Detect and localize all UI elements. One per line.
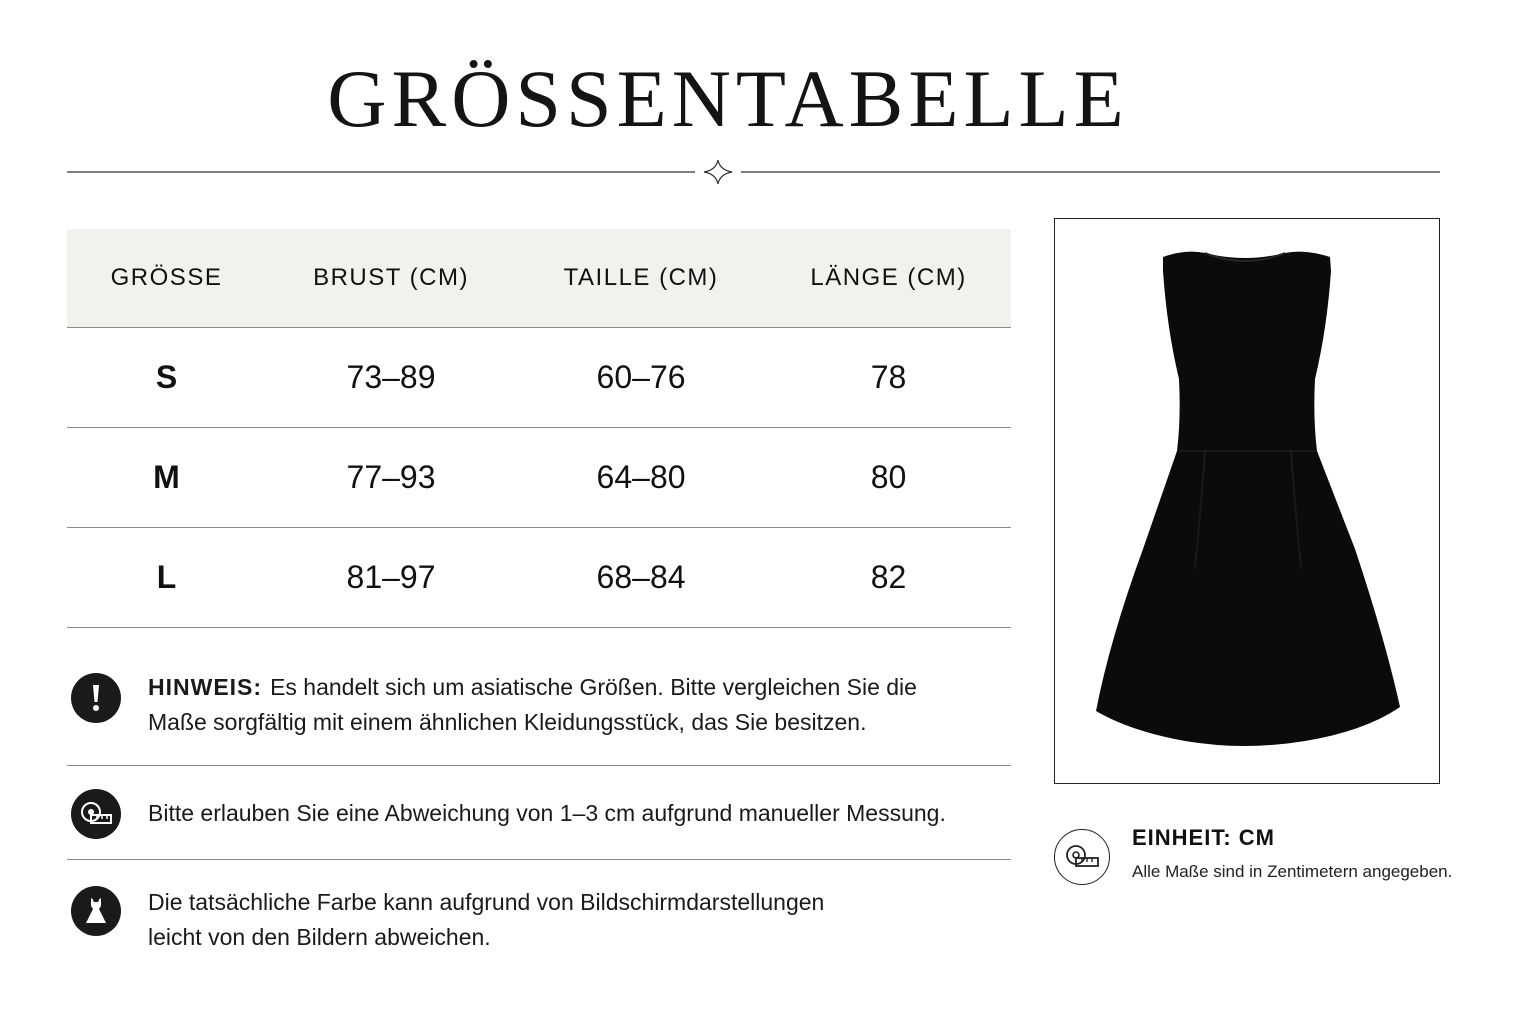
length-cell: 80 — [766, 428, 1011, 528]
table-row — [67, 528, 1011, 628]
size-cell: S — [67, 328, 266, 428]
waist-cell: 60–76 — [516, 328, 766, 428]
color-line-2: leicht von den Bildern abweichen. — [148, 924, 491, 950]
hint-label: HINWEIS: — [148, 674, 263, 700]
note-divider — [67, 859, 1011, 860]
page-title: GRÖSSENTABELLE — [327, 53, 1129, 144]
product-image — [1054, 218, 1440, 784]
hint-line-1: Es handelt sich um asiatische Größen. Bitte vergleichen Sie die — [270, 674, 917, 700]
unit-title: EINHEIT: CM — [1132, 825, 1275, 850]
table-row — [67, 328, 1011, 428]
title-divider — [67, 160, 1440, 184]
hint-line-2: Maße sorgfältig mit einem ähnlichen Kleidungsstück, das Sie besitzen. — [148, 709, 867, 735]
color-note — [67, 883, 1011, 963]
measuring-tape-icon — [71, 789, 121, 839]
length-cell: 78 — [766, 328, 1011, 428]
measuring-tape-icon — [1054, 829, 1110, 885]
table-header-row — [67, 229, 1011, 328]
chest-cell: 77–93 — [266, 428, 516, 528]
color-line-1: Die tatsächliche Farbe kann aufgrund von Bildschirmdarstellungen — [148, 889, 825, 915]
unit-subtitle: Alle Maße sind in Zentimetern angegeben. — [1132, 862, 1453, 881]
header-size: GRÖSSE — [67, 229, 266, 328]
color-text — [148, 885, 824, 955]
header-chest: BRUST (CM) — [266, 229, 516, 328]
size-cell: M — [67, 428, 266, 528]
exclamation-icon — [71, 673, 121, 723]
hint-text — [148, 670, 917, 740]
dress-icon — [71, 886, 121, 936]
size-table — [67, 229, 1011, 628]
header-length: LÄNGE (CM) — [766, 229, 1011, 328]
table-row — [67, 428, 1011, 528]
note-divider — [67, 765, 1011, 766]
black-dress-illustration — [1055, 219, 1438, 782]
deviation-note — [67, 789, 1011, 839]
header-waist: TAILLE (CM) — [516, 229, 766, 328]
waist-cell: 64–80 — [516, 428, 766, 528]
length-cell: 82 — [766, 528, 1011, 628]
chest-cell: 81–97 — [266, 528, 516, 628]
waist-cell: 68–84 — [516, 528, 766, 628]
deviation-text: Bitte erlauben Sie eine Abweichung von 1–3 cm aufgrund manueller Messung. — [148, 800, 946, 826]
hint-note — [67, 668, 1011, 748]
star-ornament-icon — [704, 160, 732, 184]
size-cell: L — [67, 528, 266, 628]
chest-cell: 73–89 — [266, 328, 516, 428]
